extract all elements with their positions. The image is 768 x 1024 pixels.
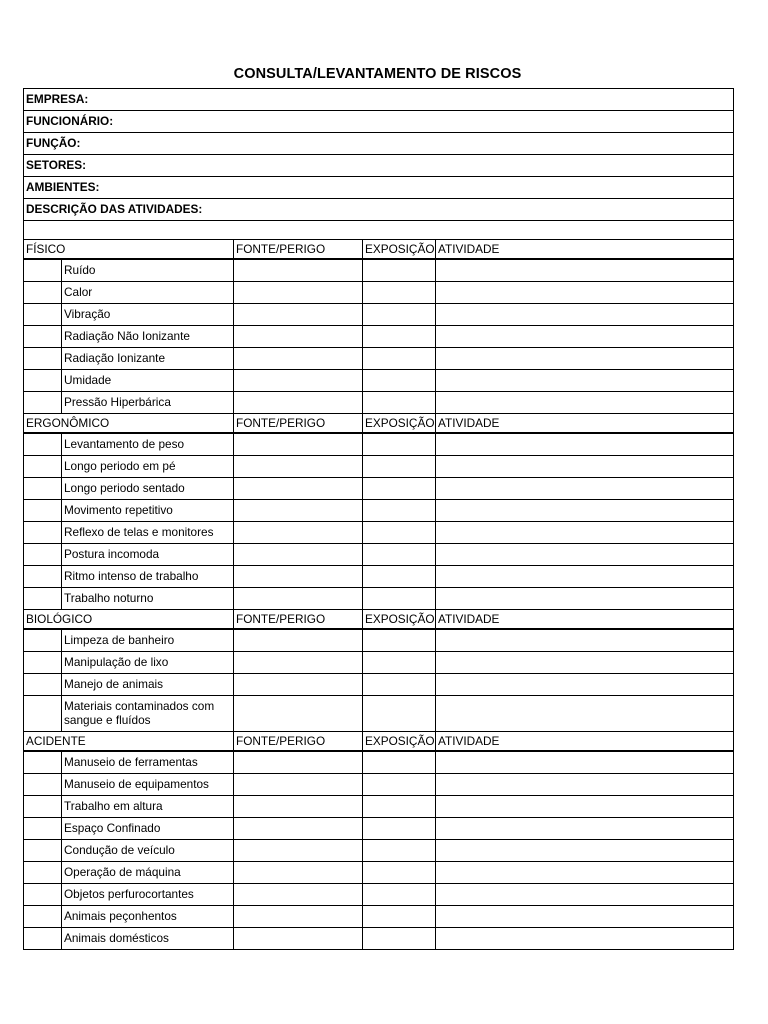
source-cell[interactable] <box>234 566 363 588</box>
mark-cell[interactable] <box>24 392 62 414</box>
column-header-activity: ATIVIDADE <box>436 414 734 434</box>
mark-cell[interactable] <box>24 818 62 840</box>
risk-item-label: Pressão Hiperbárica <box>62 392 234 414</box>
exposure-cell[interactable] <box>363 818 436 840</box>
risk-item-label: Materiais contaminados com sangue e fluídos <box>62 696 234 732</box>
risk-item-row <box>24 751 734 774</box>
risk-item-label: Operação de máquina <box>62 862 234 884</box>
risk-item-row <box>24 522 734 544</box>
mark-cell[interactable] <box>24 566 62 588</box>
header-field-label: SETORES: <box>26 158 87 173</box>
activity-cell[interactable] <box>436 500 734 522</box>
header-field[interactable] <box>24 111 734 133</box>
exposure-cell[interactable] <box>363 751 436 774</box>
risk-item-label: Radiação Ionizante <box>62 348 234 370</box>
source-cell[interactable] <box>234 348 363 370</box>
mark-cell[interactable] <box>24 696 62 732</box>
blank-row <box>24 221 734 240</box>
exposure-cell[interactable] <box>363 796 436 818</box>
header-field[interactable] <box>24 177 734 199</box>
risk-item-row <box>24 884 734 906</box>
activity-cell[interactable] <box>436 629 734 652</box>
source-cell[interactable] <box>234 456 363 478</box>
exposure-cell[interactable] <box>363 326 436 348</box>
risk-survey-form <box>23 88 733 950</box>
mark-cell[interactable] <box>24 652 62 674</box>
activity-cell[interactable] <box>436 348 734 370</box>
exposure-cell[interactable] <box>363 348 436 370</box>
risk-item-label: Reflexo de telas e monitores <box>62 522 234 544</box>
source-cell[interactable] <box>234 500 363 522</box>
column-header-activity: ATIVIDADE <box>436 732 734 752</box>
mark-cell[interactable] <box>24 433 62 456</box>
source-cell[interactable] <box>234 696 363 732</box>
header-field-label: FUNÇÃO: <box>26 136 81 151</box>
risk-item-row <box>24 629 734 652</box>
exposure-cell[interactable] <box>363 862 436 884</box>
mark-cell[interactable] <box>24 259 62 282</box>
risk-item-row <box>24 906 734 928</box>
mark-cell[interactable] <box>24 840 62 862</box>
activity-cell[interactable] <box>436 840 734 862</box>
exposure-cell[interactable] <box>363 370 436 392</box>
header-field-row <box>24 133 734 155</box>
mark-cell[interactable] <box>24 629 62 652</box>
section-name: ERGONÔMICO <box>24 414 234 434</box>
activity-cell[interactable] <box>436 751 734 774</box>
mark-cell[interactable] <box>24 282 62 304</box>
column-header-source: FONTE/PERIGO <box>234 240 363 260</box>
section-header-row <box>24 732 734 752</box>
mark-cell[interactable] <box>24 588 62 610</box>
risk-item-row <box>24 588 734 610</box>
source-cell[interactable] <box>234 478 363 500</box>
risk-item-label: Ritmo intenso de trabalho <box>62 566 234 588</box>
mark-cell[interactable] <box>24 774 62 796</box>
risk-item-row <box>24 304 734 326</box>
risk-item-label: Condução de veículo <box>62 840 234 862</box>
risk-item-label: Animais domésticos <box>62 928 234 950</box>
mark-cell[interactable] <box>24 928 62 950</box>
source-cell[interactable] <box>234 884 363 906</box>
activity-cell[interactable] <box>436 566 734 588</box>
risk-item-row <box>24 796 734 818</box>
mark-cell[interactable] <box>24 304 62 326</box>
header-field-label: EMPRESA: <box>26 92 89 107</box>
risk-item-row <box>24 566 734 588</box>
header-field-row <box>24 111 734 133</box>
mark-cell[interactable] <box>24 348 62 370</box>
section-header-row <box>24 610 734 630</box>
exposure-cell[interactable] <box>363 433 436 456</box>
header-field-label: FUNCIONÁRIO: <box>26 114 114 129</box>
source-cell[interactable] <box>234 906 363 928</box>
exposure-cell[interactable] <box>363 392 436 414</box>
risk-item-row <box>24 456 734 478</box>
risk-item-label: Calor <box>62 282 234 304</box>
source-cell[interactable] <box>234 629 363 652</box>
header-field-row <box>24 155 734 177</box>
activity-cell[interactable] <box>436 433 734 456</box>
activity-cell[interactable] <box>436 544 734 566</box>
header-field-row <box>24 177 734 199</box>
column-header-exposure: EXPOSIÇÃO <box>363 610 436 630</box>
risk-item-label: Manuseio de equipamentos <box>62 774 234 796</box>
activity-cell[interactable] <box>436 588 734 610</box>
activity-cell[interactable] <box>436 522 734 544</box>
column-header-activity: ATIVIDADE <box>436 610 734 630</box>
source-cell[interactable] <box>234 370 363 392</box>
risk-item-label: Vibração <box>62 304 234 326</box>
risk-item-label: Manipulação de lixo <box>62 652 234 674</box>
header-field-label: AMBIENTES: <box>26 180 100 195</box>
activity-cell[interactable] <box>436 928 734 950</box>
risk-item-label: Ruído <box>62 259 234 282</box>
exposure-cell[interactable] <box>363 304 436 326</box>
exposure-cell[interactable] <box>363 456 436 478</box>
exposure-cell[interactable] <box>363 629 436 652</box>
activity-cell[interactable] <box>436 862 734 884</box>
activity-cell[interactable] <box>436 884 734 906</box>
mark-cell[interactable] <box>24 884 62 906</box>
risk-item-row <box>24 652 734 674</box>
risk-item-row <box>24 370 734 392</box>
source-cell[interactable] <box>234 304 363 326</box>
risk-item-label: Umidade <box>62 370 234 392</box>
source-cell[interactable] <box>234 862 363 884</box>
source-cell[interactable] <box>234 588 363 610</box>
risk-item-row <box>24 348 734 370</box>
risk-item-row <box>24 392 734 414</box>
risk-item-label: Trabalho em altura <box>62 796 234 818</box>
exposure-cell[interactable] <box>363 500 436 522</box>
exposure-cell[interactable] <box>363 478 436 500</box>
mark-cell[interactable] <box>24 522 62 544</box>
column-header-exposure: EXPOSIÇÃO <box>363 240 436 260</box>
activity-cell[interactable] <box>436 304 734 326</box>
exposure-cell[interactable] <box>363 282 436 304</box>
activity-cell[interactable] <box>436 282 734 304</box>
risk-item-row <box>24 500 734 522</box>
header-field-row <box>24 199 734 221</box>
exposure-cell[interactable] <box>363 774 436 796</box>
source-cell[interactable] <box>234 818 363 840</box>
source-cell[interactable] <box>234 392 363 414</box>
risk-item-row <box>24 433 734 456</box>
risk-item-row <box>24 544 734 566</box>
mark-cell[interactable] <box>24 906 62 928</box>
risk-item-label: Movimento repetitivo <box>62 500 234 522</box>
exposure-cell[interactable] <box>363 566 436 588</box>
risk-item-label: Levantamento de peso <box>62 433 234 456</box>
risk-item-label: Objetos perfurocortantes <box>62 884 234 906</box>
column-header-exposure: EXPOSIÇÃO <box>363 732 436 752</box>
header-field[interactable] <box>24 199 734 221</box>
source-cell[interactable] <box>234 751 363 774</box>
source-cell[interactable] <box>234 652 363 674</box>
exposure-cell[interactable] <box>363 544 436 566</box>
risk-item-row <box>24 282 734 304</box>
source-cell[interactable] <box>234 282 363 304</box>
source-cell[interactable] <box>234 522 363 544</box>
risk-item-row <box>24 928 734 950</box>
activity-cell[interactable] <box>436 818 734 840</box>
exposure-cell[interactable] <box>363 259 436 282</box>
risk-item-row <box>24 774 734 796</box>
risk-item-label: Longo periodo sentado <box>62 478 234 500</box>
exposure-cell[interactable] <box>363 906 436 928</box>
mark-cell[interactable] <box>24 500 62 522</box>
exposure-cell[interactable] <box>363 696 436 732</box>
mark-cell[interactable] <box>24 326 62 348</box>
source-cell[interactable] <box>234 674 363 696</box>
section-name: ACIDENTE <box>24 732 234 752</box>
header-field-row <box>24 89 734 111</box>
activity-cell[interactable] <box>436 774 734 796</box>
risk-item-label: Longo periodo em pé <box>62 456 234 478</box>
exposure-cell[interactable] <box>363 884 436 906</box>
risk-item-row <box>24 840 734 862</box>
activity-cell[interactable] <box>436 652 734 674</box>
section-name: FÍSICO <box>24 240 234 260</box>
exposure-cell[interactable] <box>363 928 436 950</box>
risk-item-label: Limpeza de banheiro <box>62 629 234 652</box>
source-cell[interactable] <box>234 326 363 348</box>
mark-cell[interactable] <box>24 456 62 478</box>
risk-item-row <box>24 478 734 500</box>
risk-item-label: Animais peçonhentos <box>62 906 234 928</box>
exposure-cell[interactable] <box>363 652 436 674</box>
activity-cell[interactable] <box>436 456 734 478</box>
activity-cell[interactable] <box>436 674 734 696</box>
exposure-cell[interactable] <box>363 588 436 610</box>
activity-cell[interactable] <box>436 370 734 392</box>
header-field[interactable] <box>24 89 734 111</box>
blank-cell[interactable] <box>24 221 734 240</box>
activity-cell[interactable] <box>436 392 734 414</box>
document-title: CONSULTA/LEVANTAMENTO DE RISCOS <box>233 66 522 82</box>
header-field-label: DESCRIÇÃO DAS ATIVIDADES: <box>26 202 203 217</box>
source-cell[interactable] <box>234 433 363 456</box>
source-cell[interactable] <box>234 796 363 818</box>
risk-item-label: Radiação Não Ionizante <box>62 326 234 348</box>
activity-cell[interactable] <box>436 696 734 732</box>
source-cell[interactable] <box>234 840 363 862</box>
risk-item-row <box>24 818 734 840</box>
activity-cell[interactable] <box>436 906 734 928</box>
risk-item-label: Trabalho noturno <box>62 588 234 610</box>
activity-cell[interactable] <box>436 259 734 282</box>
risk-item-row <box>24 326 734 348</box>
section-header-row <box>24 414 734 434</box>
section-name: BIOLÓGICO <box>24 610 234 630</box>
mark-cell[interactable] <box>24 796 62 818</box>
source-cell[interactable] <box>234 928 363 950</box>
risk-item-row <box>24 674 734 696</box>
risk-item-label: Espaço Confinado <box>62 818 234 840</box>
activity-cell[interactable] <box>436 478 734 500</box>
risk-item-label: Postura incomoda <box>62 544 234 566</box>
column-header-exposure: EXPOSIÇÃO <box>363 414 436 434</box>
column-header-source: FONTE/PERIGO <box>234 414 363 434</box>
column-header-source: FONTE/PERIGO <box>234 732 363 752</box>
risk-table <box>23 88 734 950</box>
risk-item-row <box>24 259 734 282</box>
column-header-activity: ATIVIDADE <box>436 240 734 260</box>
risk-item-row <box>24 862 734 884</box>
header-field[interactable] <box>24 155 734 177</box>
mark-cell[interactable] <box>24 544 62 566</box>
mark-cell[interactable] <box>24 674 62 696</box>
source-cell[interactable] <box>234 774 363 796</box>
source-cell[interactable] <box>234 259 363 282</box>
mark-cell[interactable] <box>24 862 62 884</box>
source-cell[interactable] <box>234 544 363 566</box>
risk-item-label: Manejo de animais <box>62 674 234 696</box>
header-field[interactable] <box>24 133 734 155</box>
risk-item-label: Manuseio de ferramentas <box>62 751 234 774</box>
risk-item-row <box>24 696 734 732</box>
mark-cell[interactable] <box>24 478 62 500</box>
exposure-cell[interactable] <box>363 840 436 862</box>
mark-cell[interactable] <box>24 370 62 392</box>
mark-cell[interactable] <box>24 751 62 774</box>
activity-cell[interactable] <box>436 796 734 818</box>
exposure-cell[interactable] <box>363 674 436 696</box>
exposure-cell[interactable] <box>363 522 436 544</box>
section-header-row <box>24 240 734 260</box>
activity-cell[interactable] <box>436 326 734 348</box>
column-header-source: FONTE/PERIGO <box>234 610 363 630</box>
